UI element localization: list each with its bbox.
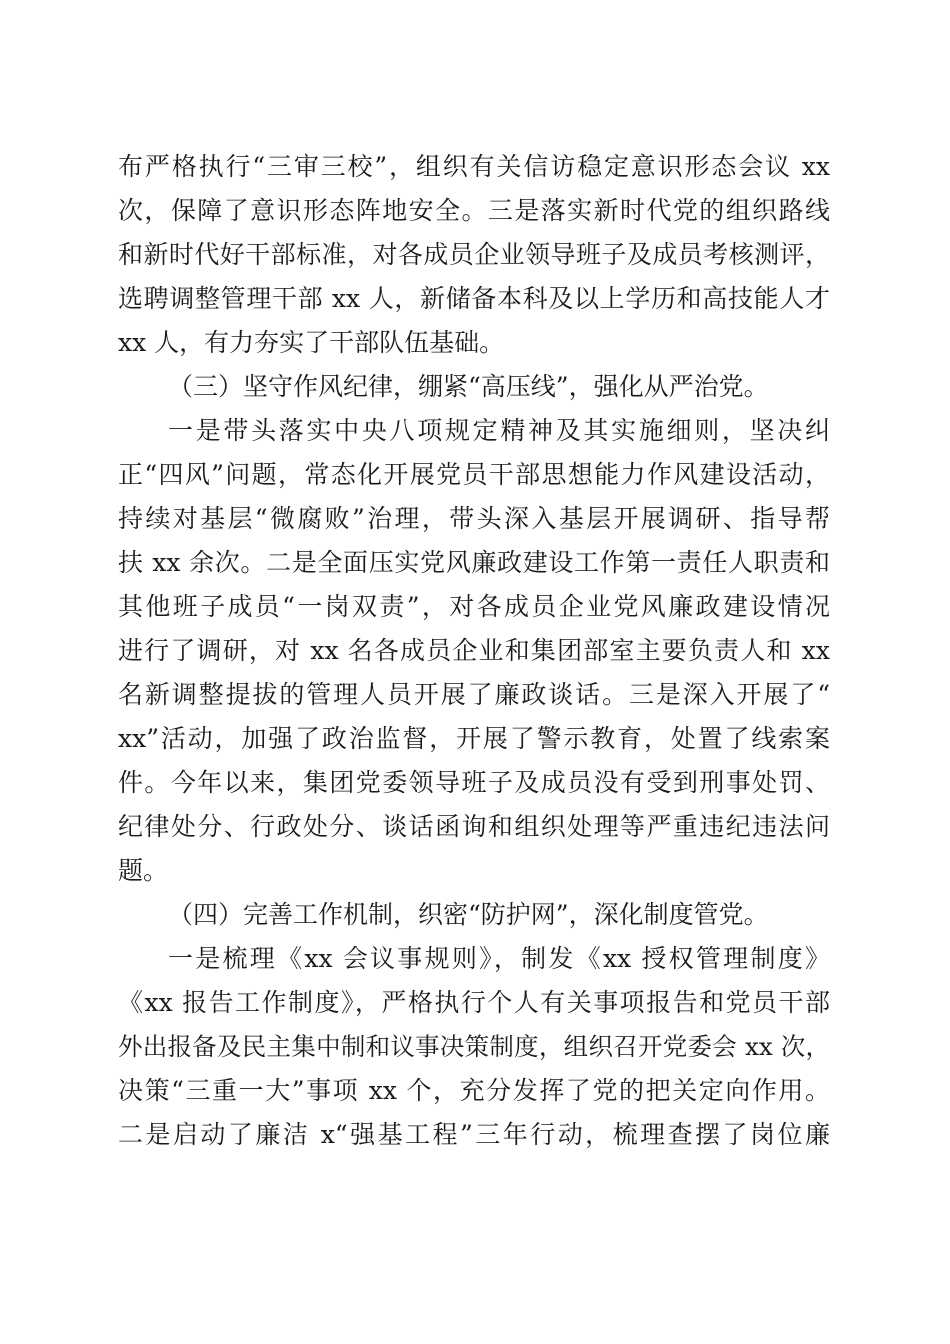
- body-line: 纪律处分、行政处分、谈话函询和组织处理等严重违纪违法问: [118, 812, 830, 841]
- body-line: 一是带头落实中央八项规定精神及其实施细则，坚决纠: [168, 416, 830, 445]
- body-line: 选聘调整管理干部 xx 人，新储备本科及以上学历和高技能人才: [118, 284, 830, 313]
- body-line: 件。今年以来，集团党委领导班子及成员没有受到刑事处罚、: [118, 768, 830, 797]
- section-heading-3: （三）坚守作风纪律，绷紧“高压线”，强化从严治党。: [168, 372, 769, 401]
- body-line: 名新调整提拔的管理人员开展了廉政谈话。三是深入开展了“: [118, 680, 830, 709]
- body-line: 正“四风”问题，常态化开展党员干部思想能力作风建设活动，: [118, 460, 830, 489]
- body-line: 外出报备及民主集中制和议事决策制度，组织召开党委会 xx 次，: [118, 1032, 830, 1061]
- body-line: 进行了调研，对 xx 名各成员企业和集团部室主要负责人和 xx: [118, 636, 830, 665]
- body-line: 扶 xx 余次。二是全面压实党风廉政建设工作第一责任人职责和: [118, 548, 830, 577]
- body-line: 一是梳理《xx 会议事规则》，制发《xx 授权管理制度》: [168, 944, 830, 973]
- body-line: 二是启动了廉洁 x“强基工程”三年行动，梳理查摆了岗位廉: [118, 1120, 830, 1149]
- body-line: 次，保障了意识形态阵地安全。三是落实新时代党的组织路线: [118, 196, 830, 225]
- body-line: 题。: [118, 856, 169, 885]
- section-heading-4: （四）完善工作机制，织密“防护网”，深化制度管党。: [168, 900, 769, 929]
- body-line: 决策“三重一大”事项 xx 个，充分发挥了党的把关定向作用。: [118, 1076, 830, 1105]
- body-line: 和新时代好干部标准，对各成员企业领导班子及成员考核测评，: [118, 240, 830, 269]
- body-line: 布严格执行“三审三校”，组织有关信访稳定意识形态会议 xx: [118, 152, 830, 181]
- body-line: 《xx 报告工作制度》，严格执行个人有关事项报告和党员干部: [118, 988, 830, 1017]
- body-line: 其他班子成员“一岗双责”，对各成员企业党风廉政建设情况: [118, 592, 830, 621]
- body-line: xx 人，有力夯实了干部队伍基础。: [118, 328, 505, 357]
- body-line: 持续对基层“微腐败”治理，带头深入基层开展调研、指导帮: [118, 504, 830, 533]
- body-line: xx”活动，加强了政治监督，开展了警示教育，处置了线索案: [118, 724, 830, 753]
